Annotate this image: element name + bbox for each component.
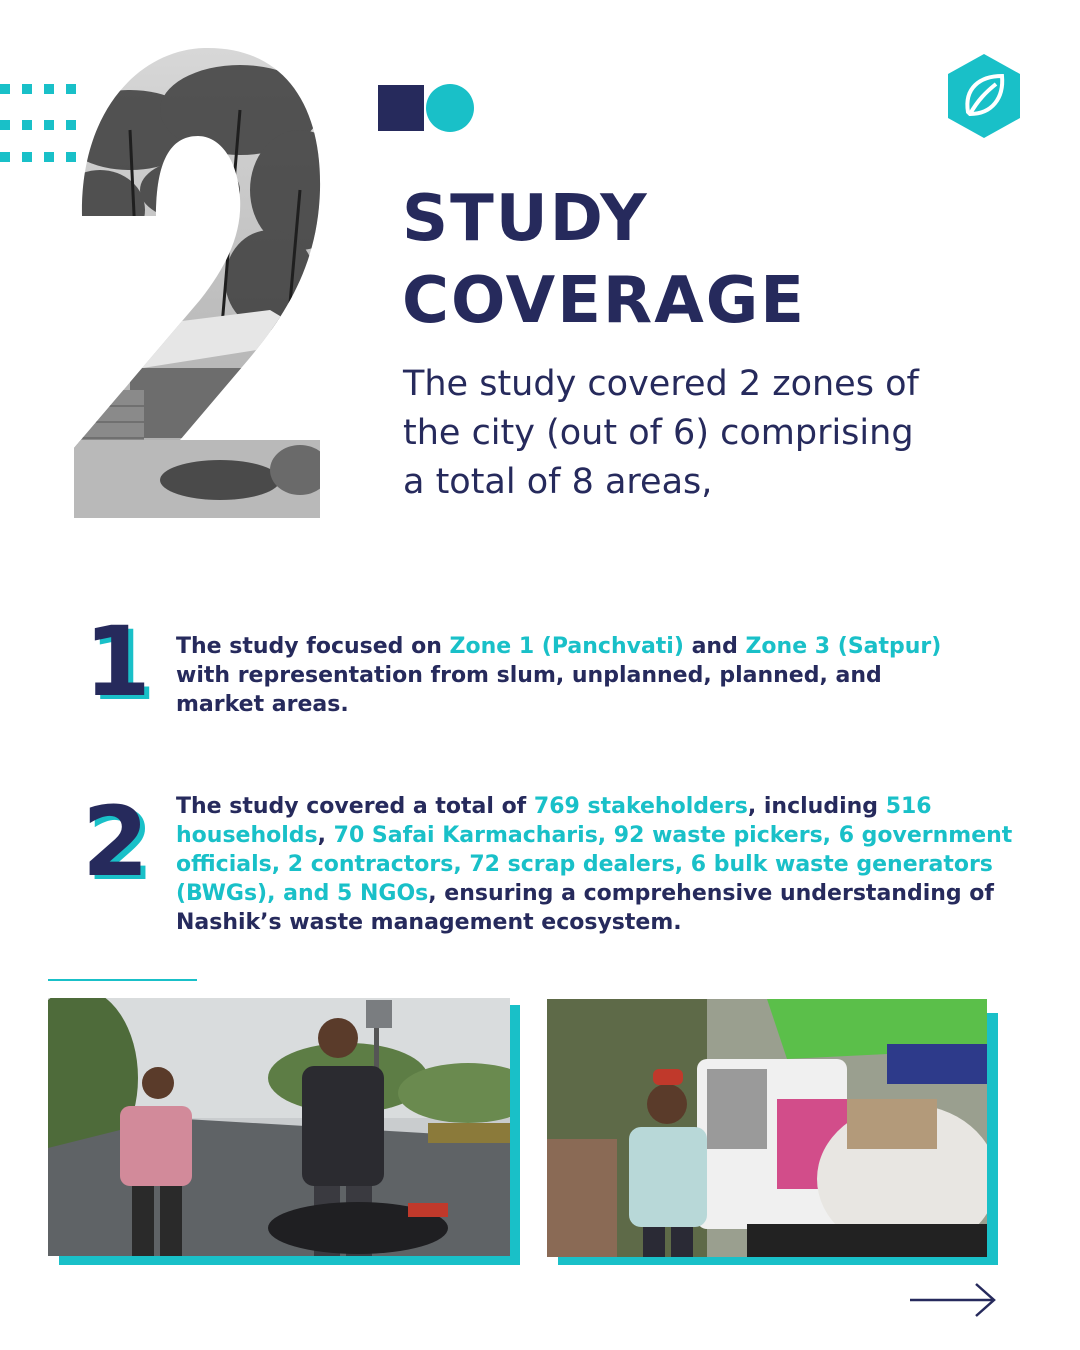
highlight-span: 516 [885, 794, 932, 819]
subtitle-line: a total of 8 areas, [403, 462, 713, 502]
highlight-span: households [176, 823, 318, 848]
highlight-span: 70 Safai Karmacharis, 92 waste pickers, 6 government [333, 823, 1013, 848]
point-span: and [683, 634, 746, 659]
page-subtitle [403, 360, 1043, 507]
point-number-1: 1 [84, 606, 147, 718]
point-line [176, 792, 1046, 821]
point-line [176, 908, 1046, 937]
point-line [176, 850, 1046, 879]
point-line [176, 879, 1046, 908]
dot-grid-decoration [0, 84, 80, 168]
subtitle-line: the city (out of 6) comprising [403, 413, 914, 453]
point-span: market areas. [176, 692, 349, 717]
point-text-2 [176, 792, 1046, 937]
highlight-span: officials, 2 contractors, 72 scrap dealers, 6 bulk waste generators [176, 852, 993, 877]
highlight-span: Zone 3 (Satpur) [745, 634, 942, 659]
brand-circle-mark [426, 84, 474, 132]
point-span: , including [747, 794, 886, 819]
point-line [176, 690, 1046, 719]
scrap-vehicle-photo [547, 999, 987, 1257]
point-span: Nashik’s waste management ecosystem. [176, 910, 682, 935]
point-line [176, 632, 1046, 661]
point-text-1 [176, 632, 1046, 719]
subtitle-line: The study covered 2 zones of [403, 364, 919, 404]
point-line [176, 821, 1046, 850]
section-divider [48, 979, 197, 981]
title-line: STUDY [402, 182, 649, 256]
title-line: COVERAGE [402, 264, 806, 338]
point-number-2: 2 [82, 786, 149, 898]
brand-square-mark [378, 85, 424, 131]
point-span: The study focused on [176, 634, 450, 659]
big-number-two-photo [70, 40, 326, 520]
highlight-span: Zone 1 (Panchvati) [449, 634, 684, 659]
point-span: The study covered a total of [176, 794, 534, 819]
arrow-right-icon[interactable] [908, 1282, 998, 1318]
point-span: , [317, 823, 334, 848]
leaf-hexagon-icon [944, 52, 1024, 140]
highlight-span: 769 stakeholders [533, 794, 748, 819]
highlight-span: (BWGs), and 5 NGOs [176, 881, 429, 906]
point-line [176, 661, 1046, 690]
point-span: with representation from slum, unplanned, planned, and [176, 663, 882, 688]
page-title [402, 178, 806, 342]
roadside-interview-photo [48, 998, 510, 1256]
point-span: , ensuring a comprehensive understanding of [428, 881, 994, 906]
